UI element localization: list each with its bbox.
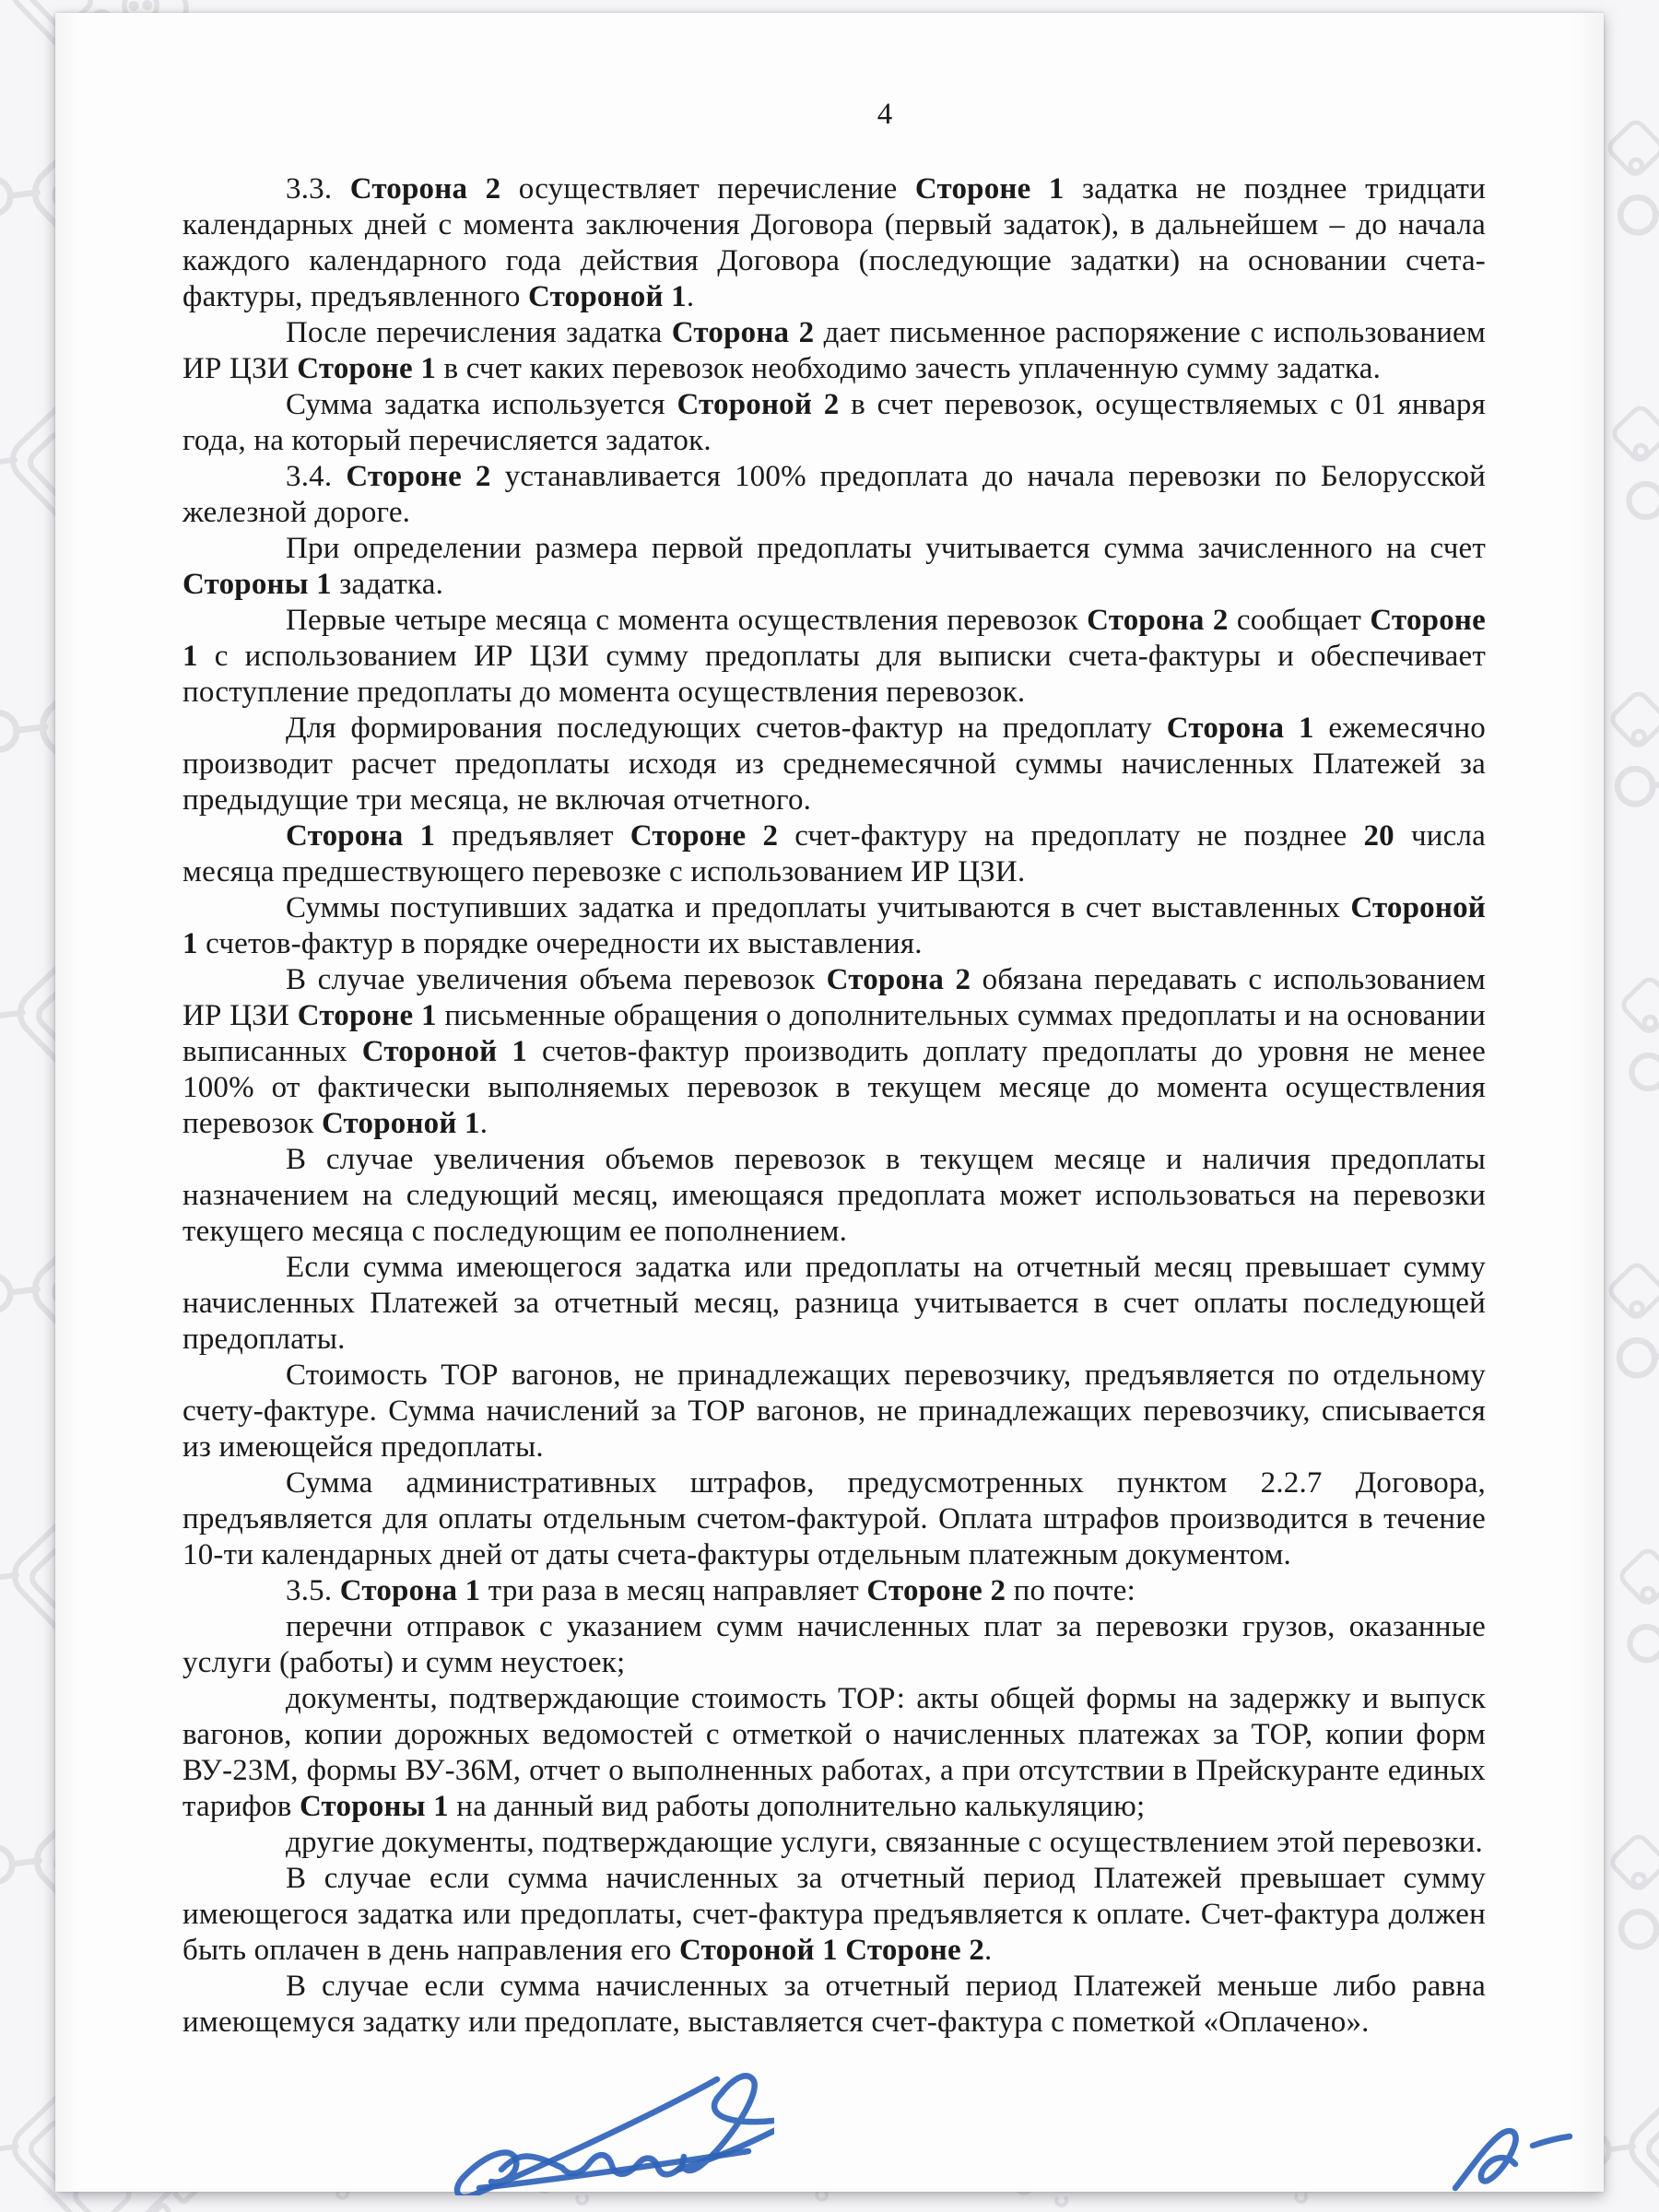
document-page	[55, 13, 1604, 2192]
paragraph: Стоимость ТОР вагонов, не принадлежащих перевозчику, предъявляется по отдельному счету-фактуре. Сумма начислений за ТОР вагонов, не принадлежащих перевозчику, списывается из имеющейся предоплаты.	[182, 1359, 1486, 1464]
paragraph: другие документы, подтверждающие услуги, связанные с осуществлением этой перевозки.	[286, 1826, 1484, 1859]
paragraph: В случае если сумма начисленных за отчетный период Платежей превышает сумму имеющегося задатка или предоплаты, счет-фактура предъявляется к оплате. Счет-фактура должен быть оплачен в день направления его Стороной 1 Стороне 2.	[182, 1862, 1486, 1967]
paragraph: Если сумма имеющегося задатка или предоплаты на отчетный месяц превышает сумму начисленных Платежей за отчетный месяц, разница учитывается в счет оплаты последующей предоплаты.	[182, 1251, 1486, 1356]
signature-icon	[424, 2066, 774, 2195]
document-body	[182, 171, 1486, 2041]
paragraph: Первые четыре месяца с момента осуществления перевозок Сторона 2 сообщает Стороне 1 с использованием ИР ЦЗИ сумму предоплаты для выписки счета-фактуры и обеспечивает поступление предоплаты до момента осуществления перевозок.	[182, 604, 1486, 709]
paragraph: Сумма задатка используется Стороной 2 в счет перевозок, осуществляемых с 01 января года, на который перечисляется задаток.	[182, 388, 1486, 457]
paragraph: При определении размера первой предоплаты учитывается сумма зачисленного на счет Стороны 1 задатка.	[182, 532, 1486, 601]
paragraph: Суммы поступивших задатка и предоплаты учитываются в счет выставленных Стороной 1 счетов-фактур в порядке очередности их выставления.	[182, 891, 1486, 960]
paragraph: В случае увеличения объемов перевозок в текущем месяце и наличия предоплаты назначением на следующий месяц, имеющаяся предоплата может использоваться на перевозки текущего месяца с последующим ее пополнением.	[182, 1143, 1486, 1248]
paragraph: 3.4. Стороне 2 устанавливается 100% предоплата до начала перевозки по Белорусской железной дороге.	[182, 460, 1486, 529]
paragraph: 3.5. Сторона 1 три раза в месяц направляет Стороне 2 по почте:	[286, 1574, 1135, 1607]
paragraph: 3.3. Сторона 2 осуществляет перечисление Стороне 1 задатка не позднее тридцати календарных дней с момента заключения Договора (первый задаток), в дальнейшем – до начала каждого календарного года действия Договора (последующие задатки) на основании счета-фактуры, предъявленного Стороной 1.	[182, 172, 1486, 313]
paragraph: В случае если сумма начисленных за отчетный период Платежей меньше либо равна имеющемуся задатку или предоплате, выставляется счет-фактура с пометкой «Оплачено».	[182, 1970, 1486, 2039]
paragraph: В случае увеличения объема перевозок Сторона 2 обязана передавать с использованием ИР ЦЗИ Стороне 1 письменные обращения о дополнительных суммах предоплаты и на основании выписанных Стороной 1 счетов-фактур производить доплату предоплаты до уровня не менее 100% от фактически выполняемых перевозок в текущем месяце до момента осуществления перевозок Стороной 1.	[182, 963, 1486, 1140]
initials-icon	[1442, 2125, 1581, 2199]
paragraph: перечни отправок с указанием сумм начисленных плат за перевозки грузов, оказанные услуги (работы) и сумм неустоек;	[182, 1610, 1486, 1679]
paragraph: После перечисления задатка Сторона 2 дает письменное распоряжение с использованием ИР ЦЗИ Стороне 1 в счет каких перевозок необходимо зачесть уплаченную сумму задатка.	[182, 316, 1486, 385]
paragraph: документы, подтверждающие стоимость ТОР: акты общей формы на задержку и выпуск вагонов, копии дорожных ведомостей с отметкой о начисленных платежах за ТОР, копии форм ВУ-23М, формы ВУ-36М, отчет о выполненных работах, а при отсутствии в Прейскуранте единых тарифов Стороны 1 на данный вид работы дополнительно калькуляцию;	[182, 1682, 1486, 1823]
paragraph: Сумма административных штрафов, предусмотренных пунктом 2.2.7 Договора, предъявляется для оплаты отдельным счетом-фактурой. Оплата штрафов производится в течение 10-ти календарных дней от даты счета-фактуры отдельным платежным документом.	[182, 1466, 1486, 1571]
paragraph: Для формирования последующих счетов-фактур на предоплату Сторона 1 ежемесячно производит расчет предоплаты исходя из среднемесячной суммы начисленных Платежей за предыдущие три месяца, не включая отчетного.	[182, 712, 1487, 817]
page-number: 4	[877, 98, 893, 131]
paragraph: Сторона 1 предъявляет Стороне 2 счет-фактуру на предоплату не позднее 20 числа месяца предшествующего перевозке с использованием ИР ЦЗИ.	[182, 819, 1486, 888]
